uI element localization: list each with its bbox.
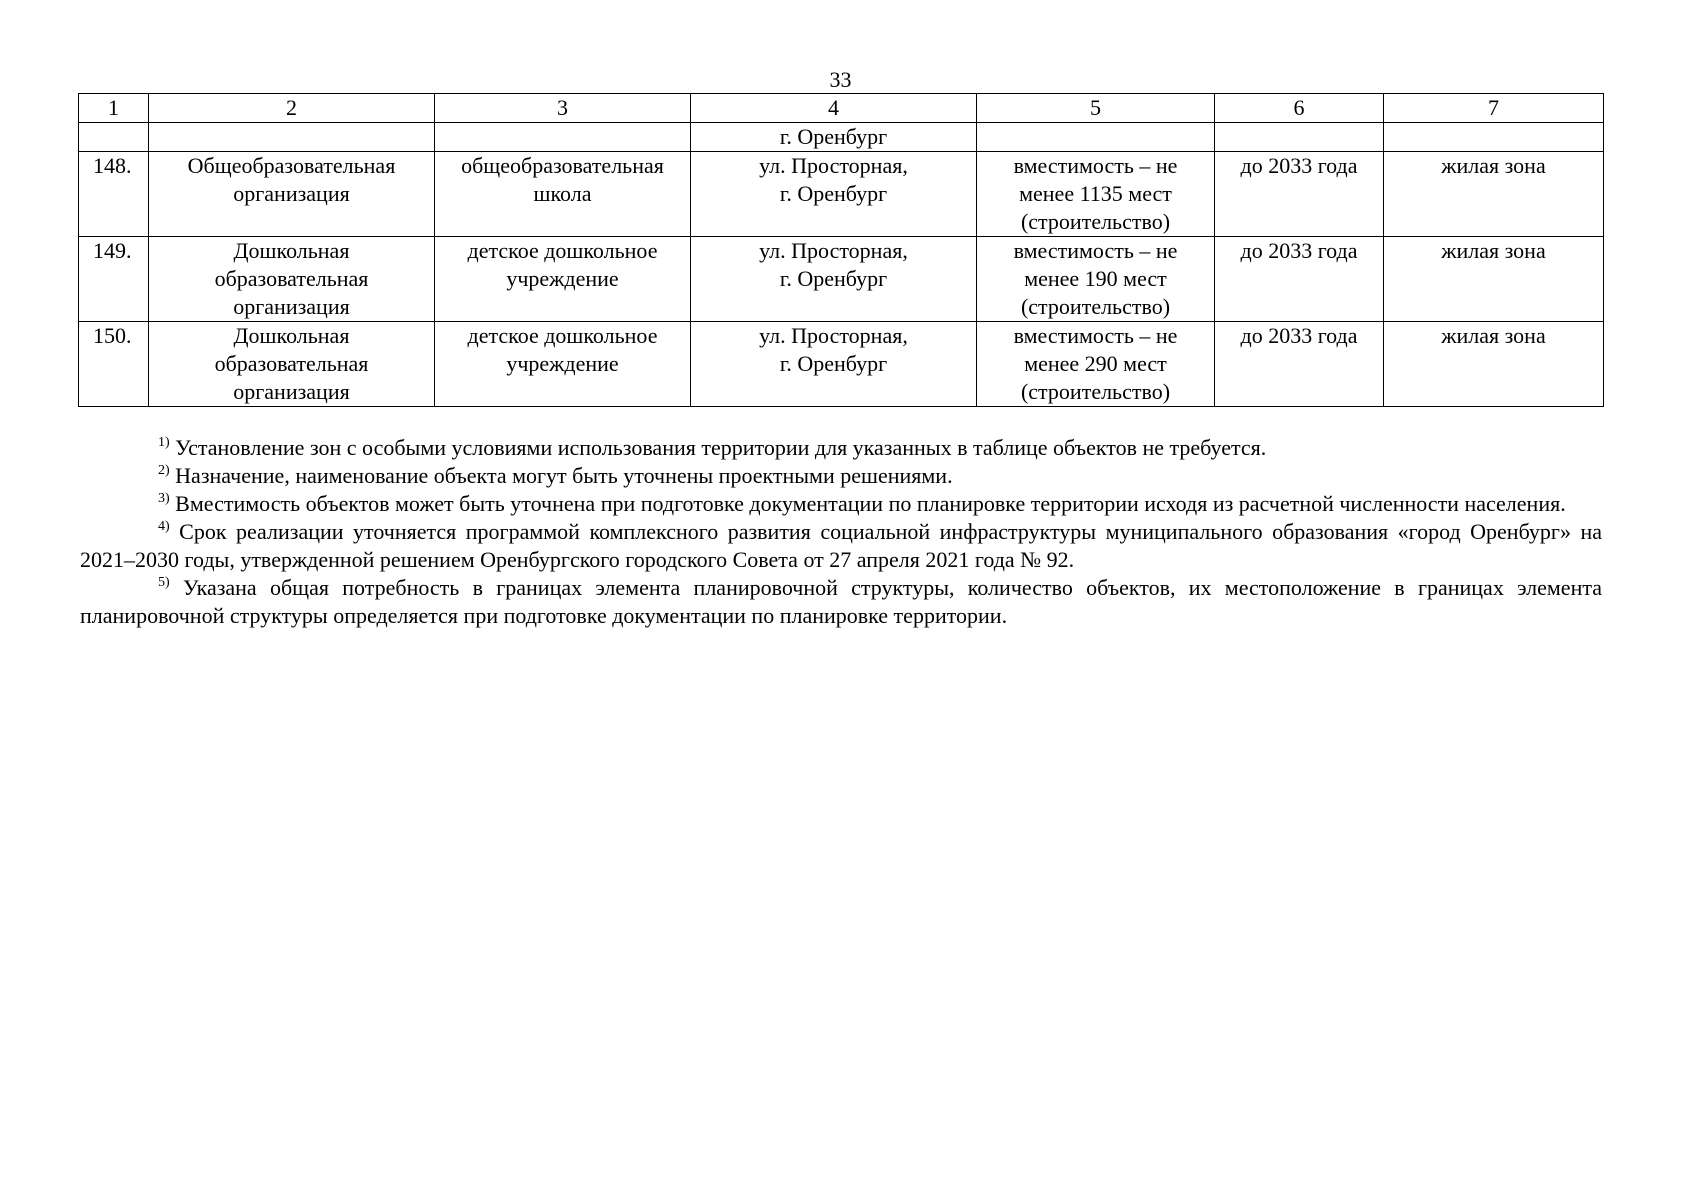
footnote: [80, 462, 1602, 490]
table-row: [79, 322, 1604, 407]
deadline-cell: до 2033 года: [1215, 322, 1384, 407]
cell-line: Дошкольная: [233, 323, 350, 348]
object-purpose-cell: [149, 152, 435, 237]
cell-line: школа: [533, 181, 592, 206]
location-cell: [691, 237, 977, 322]
zone-cell: жилая зона: [1384, 322, 1604, 407]
footnote-text: Вместимость объектов может быть уточнена при подготовке документации по планировке территории исходя из расчетной численности населения.: [169, 491, 1566, 516]
footnote-text: Указана общая потребность в границах элемента планировочной структуры, количество объектов, их местоположение в границах элемента планировочной структуры определяется при подготовке документации по планировке территории.: [80, 575, 1602, 628]
footnote-mark: 5): [158, 575, 170, 590]
table-row-continuation: [79, 123, 1604, 152]
table-row: [79, 152, 1604, 237]
cell-line: организация: [233, 181, 350, 206]
cell-line: ул. Просторная,: [759, 153, 908, 178]
table-cell: [977, 123, 1215, 152]
object-purpose-cell: [149, 322, 435, 407]
row-number: 148.: [79, 152, 149, 237]
zone-cell: жилая зона: [1384, 152, 1604, 237]
cell-line: г. Оренбург: [779, 266, 888, 291]
deadline-cell: до 2033 года: [1215, 237, 1384, 322]
cell-line: менее 190 мест: [1024, 266, 1167, 291]
footnote-mark: 1): [158, 435, 170, 450]
footnote-mark: 2): [158, 463, 170, 478]
cell-line: (строительство): [1020, 294, 1171, 319]
location-cell: [691, 152, 977, 237]
zone-cell: жилая зона: [1384, 237, 1604, 322]
footnote-mark: 3): [158, 491, 170, 506]
table-header-row: [79, 94, 1604, 123]
footnote: [80, 574, 1602, 630]
table-cell: [1384, 123, 1604, 152]
table-cell: [149, 123, 435, 152]
cell-line: общеобразовательная: [461, 153, 664, 178]
page-number: 33: [829, 67, 852, 92]
cell-line: г. Оренбург: [779, 181, 888, 206]
header-cell: 1: [79, 94, 149, 123]
footnote: [80, 434, 1602, 462]
footnote-text: Назначение, наименование объекта могут быть уточнены проектными решениями.: [169, 463, 953, 488]
table-cell: [79, 123, 149, 152]
footnote-mark: 4): [158, 519, 170, 534]
cell-line: организация: [233, 294, 350, 319]
cell-line: (строительство): [1020, 379, 1171, 404]
object-name-cell: [435, 322, 691, 407]
cell-line: Общеобразовательная: [187, 153, 396, 178]
table-cell: [1215, 123, 1384, 152]
object-name-cell: [435, 237, 691, 322]
cell-line: детское дошкольное: [467, 323, 658, 348]
deadline-cell: до 2033 года: [1215, 152, 1384, 237]
footnote-text: Срок реализации уточняется программой комплексного развития социальной инфраструктуры муниципального образования «город Оренбург» на 2021–2030 годы, утвержденной решением Оренбургского городского Совета от 27 апреля 2021 года № 92.: [80, 519, 1602, 572]
row-number: 149.: [79, 237, 149, 322]
capacity-cell: [977, 237, 1215, 322]
capacity-cell: [977, 322, 1215, 407]
cell-line: менее 290 мест: [1024, 351, 1167, 376]
header-cell: 4: [691, 94, 977, 123]
cell-line: вместимость – не: [1013, 323, 1178, 348]
cell-line: ул. Просторная,: [759, 323, 908, 348]
table-cell: г. Оренбург: [691, 123, 977, 152]
cell-line: учреждение: [506, 351, 619, 376]
header-cell: 2: [149, 94, 435, 123]
footnote-text: Установление зон с особыми условиями использования территории для указанных в таблице объектов не требуется.: [169, 435, 1267, 460]
cell-line: (строительство): [1020, 209, 1171, 234]
cell-line: детское дошкольное: [467, 238, 658, 263]
cell-line: ул. Просторная,: [759, 238, 908, 263]
object-purpose-cell: [149, 237, 435, 322]
row-number: 150.: [79, 322, 149, 407]
header-cell: 3: [435, 94, 691, 123]
footnote: [80, 490, 1602, 518]
cell-line: Дошкольная: [233, 238, 350, 263]
cell-line: г. Оренбург: [779, 351, 888, 376]
cell-line: вместимость – не: [1013, 238, 1178, 263]
header-cell: 7: [1384, 94, 1604, 123]
cell-line: образовательная: [214, 351, 369, 376]
cell-line: менее 1135 мест: [1019, 181, 1172, 206]
header-cell: 5: [977, 94, 1215, 123]
location-cell: [691, 322, 977, 407]
footnote: [80, 518, 1602, 574]
table-row: [79, 237, 1604, 322]
cell-line: организация: [233, 379, 350, 404]
object-name-cell: [435, 152, 691, 237]
objects-table: [78, 93, 1604, 407]
footnotes: [80, 434, 1602, 630]
header-cell: 6: [1215, 94, 1384, 123]
cell-line: образовательная: [214, 266, 369, 291]
capacity-cell: [977, 152, 1215, 237]
cell-line: учреждение: [506, 266, 619, 291]
table-cell: [435, 123, 691, 152]
cell-line: вместимость – не: [1013, 153, 1178, 178]
